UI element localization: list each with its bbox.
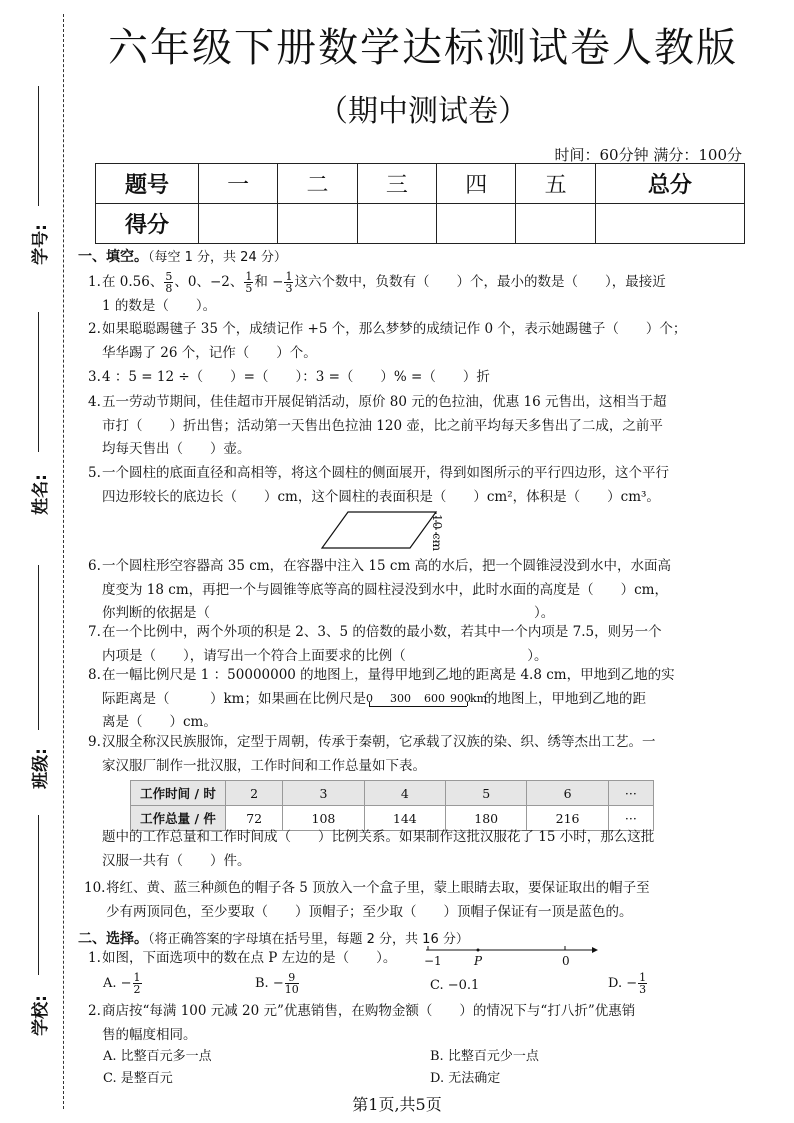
number-line [420, 944, 600, 966]
question-1-2: 2.如果聪聪踢毽子 35 个，成绩记作 +5 个，那么梦梦的成绩记作 0 个，表示她踢毽子（ ）个； 华华踢了 26 个，记作（ ）个。 [88, 318, 706, 365]
question-1-9-cont [88, 826, 706, 873]
q-text: 华华踢了 26 个，记作（ ）个。 [102, 344, 317, 361]
figure-height-label: 10 cm [430, 514, 444, 552]
option-c[interactable]: C. −0.1 [430, 978, 480, 993]
score-cell[interactable] [199, 204, 278, 244]
page-title: 六年级下册数学达标测试卷人教版 [108, 25, 738, 71]
school-line [38, 815, 39, 975]
q-text: 4 ：5 = 12 ÷（ ）=（ ）：3 =（ ）% =（ ）折 [102, 369, 490, 385]
q-text: 五一劳动节期间，佳佳超市开展促销活动，原价 80 元的色拉油，优惠 16 元售出，这相当于超 [102, 394, 667, 410]
score-head-5: 五 [516, 164, 595, 204]
work-cell: 216 [527, 806, 608, 831]
q-text: 和 − [254, 274, 284, 290]
parallelogram-figure [318, 508, 468, 554]
score-head-1: 一 [199, 164, 278, 204]
q-text: 家汉服厂制作一批汉服，工作时间和工作总量如下表。 [102, 757, 426, 774]
fraction: $\frac{5}{8}$ [165, 270, 173, 295]
q-text: 一个圆柱形空容器高 35 cm，在容器中注入 15 cm 高的水后，把一个圆锥浸没到水中，水面高 [102, 558, 672, 574]
section-2-note: （将正确答案的字母填在括号里，每题 2 分，共 16 分） [148, 932, 469, 947]
work-table [130, 780, 654, 831]
question-1-1 [88, 271, 706, 318]
q-text: 均每天售出（ ）壶。 [102, 441, 251, 457]
score-cell[interactable] [437, 204, 516, 244]
q-text: 汉服全称汉民族服饰，定型于周朝，传承于秦朝，它承载了汉族的染、织、绣等杰出工艺。一 [102, 734, 656, 750]
work-cell: 144 [364, 806, 445, 831]
page-footer: 第1页,共5页 [352, 1095, 442, 1114]
work-row-label: 工作总量 / 件 [131, 806, 226, 831]
section-1-title [78, 246, 287, 266]
question-2-1: 1.如图，下面选项中的数在点 P 左边的是（ ）。 [88, 950, 397, 966]
option-d[interactable]: D. 无法确定 [430, 1071, 501, 1086]
work-cell: 3 [283, 781, 364, 806]
q-line [88, 688, 706, 712]
q-number: 1. [88, 274, 101, 290]
work-cell: 108 [283, 806, 364, 831]
question-1-4: 4.五一劳动节期间，佳佳超市开展促销活动，原价 80 元的色拉油，优惠 16 元售出，这相当于超 市打（ ）折出售；活动第一天售出色拉油 120 壶，比之前平均每天多售出了二成，之前平 均每天售出（ ）壶。 [88, 391, 706, 462]
question-1-7: 7.在一个比例中，两个外项的积是 2、3、5 的倍数的最小数，若其中一个内项是 7.5，则另一个 内项是（ ），请写出一个符合上面要求的比例（ ）。 [88, 621, 706, 668]
fraction: $\frac{1}{3}$ [639, 971, 647, 996]
q-text: 这六个数中，负数有（ ）个，最小的数是（ ），最接近 [294, 274, 666, 290]
score-cell[interactable] [278, 204, 357, 244]
q-text: 售的幅度相同。 [102, 1026, 197, 1043]
q-text: 内项是（ ），请写出一个符合上面要求的比例（ ）。 [102, 647, 548, 664]
score-cell[interactable] [516, 204, 595, 244]
option-c[interactable]: C. 是整百元 [103, 1071, 173, 1086]
question-1-9: 9.汉服全称汉民族服饰，定型于周朝，传承于秦朝，它承载了汉族的染、织、绣等杰出工艺。一 家汉服厂制作一批汉服，工作时间和工作总量如下表。 [88, 731, 706, 778]
school-label: 学校: [30, 995, 51, 1036]
q-text: 在 0.56、 [102, 274, 164, 290]
q-text: 离是（ ）cm。 [102, 714, 217, 730]
q-text: 商店按“每满 100 元减 20 元”优惠销售，在购物金额（ ）的情况下与“打八折”优惠销 [102, 1003, 636, 1019]
score-head-total: 总分 [595, 164, 744, 204]
work-cell: 6 [527, 781, 608, 806]
score-head-label: 题号 [96, 164, 199, 204]
axis-label-p: P [474, 954, 483, 968]
question-1-3: 3.4 ：5 = 12 ÷（ ）=（ ）：3 =（ ）% =（ ）折 [88, 369, 490, 385]
q-text: 在一个比例中，两个外项的积是 2、3、5 的倍数的最小数，若其中一个内项是 7.5，则另一个 [102, 624, 662, 640]
q-text: 际距离是（ ）km；如果画在比例尺是 [102, 690, 366, 707]
q-text: 汉服一共有（ ）件。 [102, 852, 251, 869]
cut-line [63, 14, 64, 1109]
work-cell: 4 [364, 781, 445, 806]
binding-strip [0, 0, 70, 1123]
score-table [95, 163, 745, 244]
question-1-6: 6.一个圆柱形空容器高 35 cm，在容器中注入 15 cm 高的水后，把一个圆锥浸没到水中，水面高 度变为 18 cm，再把一个与圆锥等底等高的圆柱浸没到水中，此时水面的高度是（ ）cm， 你判断的依据是（ ）。 [88, 555, 706, 626]
work-cell: ··· [608, 806, 653, 831]
class-label: 班级: [30, 748, 51, 789]
time-info: 时间：60分钟 满分：100分 [554, 146, 742, 164]
q-text: 市打（ ）折出售；活动第一天售出色拉油 120 壶，比之前平均每天多售出了二成，之前平 [102, 417, 663, 434]
scale-bar: 0 300 600 900 km [365, 692, 488, 705]
score-head-4: 四 [437, 164, 516, 204]
work-row-label: 工作时间 / 时 [131, 781, 226, 806]
work-cell: 72 [226, 806, 283, 831]
q-text: 你判断的依据是（ ）。 [102, 605, 555, 621]
score-cell[interactable] [357, 204, 436, 244]
id-line [38, 86, 39, 206]
section-1-heading: 一、填空。 [78, 249, 148, 265]
question-1-5: 5.一个圆柱的底面直径和高相等，将这个圆柱的侧面展开，得到如图所示的平行四边形，这个平行 四边形较长的底边长（ ）cm，这个圆柱的表面积是（ ）cm²，体积是（ ）cm³。 [88, 462, 706, 509]
option-a[interactable]: A. 比整百元多一点 [103, 1049, 212, 1064]
name-label: 姓名: [30, 474, 51, 515]
class-line [38, 565, 39, 730]
axis-label-minus-one: −1 [424, 954, 442, 968]
q-text: 度变为 18 cm，再把一个与圆锥等底等高的圆柱浸没到水中，此时水面的高度是（ ）cm， [102, 581, 668, 598]
score-head-2: 二 [278, 164, 357, 204]
option-b[interactable]: B. 比整百元少一点 [430, 1049, 539, 1064]
fraction: $\frac{1}{2}$ [133, 971, 141, 996]
q-text: 四边形较长的底边长（ ）cm，这个圆柱的表面积是（ ）cm²，体积是（ ）cm³。 [102, 488, 660, 505]
work-cell: ··· [608, 781, 653, 806]
option-d[interactable]: D. − $\frac{1}{3}$ [608, 971, 647, 996]
q-text: 如图，下面选项中的数在点 P 左边的是（ ）。 [102, 950, 397, 966]
fraction: $\frac{9}{10}$ [284, 971, 299, 996]
fraction: $\frac{1}{5}$ [245, 270, 253, 295]
q-text: 、0、−2、 [174, 274, 244, 290]
q-text: 1 的数是（ ）。 [102, 297, 217, 314]
question-1-8: 8.在一幅比例尺是 1 ：50000000 的地图上，量得甲地到乙地的距离是 4.8 cm，甲地到乙地的实 际距离是（ ）km；如果画在比例尺是 0 300 600 900 km 的地图上，甲地到乙地的距 离是（ ）cm。 [88, 664, 706, 735]
q-text: 在一幅比例尺是 1 ：50000000 的地图上，量得甲地到乙地的距离是 4.8 cm，甲地到乙地的实 [102, 667, 675, 683]
page-subtitle: （期中测试卷） [318, 94, 528, 129]
id-label: 学号: [30, 224, 51, 265]
work-cell: 2 [226, 781, 283, 806]
q-text: 少有两顶同色，至少要取（ ）顶帽子；至少取（ ）顶帽子保证有一顶是蓝色的。 [106, 903, 633, 920]
work-cell: 5 [446, 781, 527, 806]
option-b[interactable]: B. − $\frac{9}{10}$ [255, 971, 299, 996]
axis-label-zero: 0 [562, 954, 570, 968]
section-2-title [78, 928, 469, 948]
question-1-10: 10.将红、黄、蓝三种颜色的帽子各 5 顶放入一个盒子里，蒙上眼睛去取，要保证取出的帽子至 少有两顶同色，至少要取（ ）顶帽子；至少取（ ）顶帽子保证有一顶是蓝色的。 [84, 877, 706, 924]
name-line [38, 312, 39, 452]
score-cell[interactable] [595, 204, 744, 244]
section-1-note: （每空 1 分，共 24 分） [148, 250, 287, 265]
q-text: 如果聪聪踢毽子 35 个，成绩记作 +5 个，那么梦梦的成绩记作 0 个，表示她踢毽子（ ）个； [102, 321, 687, 337]
q-text: 题中的工作总量和工作时间成（ ）比例关系。如果制作这批汉服花了 15 小时，那么这批 [102, 829, 655, 845]
option-a[interactable]: A. − $\frac{1}{2}$ [103, 971, 141, 996]
question-2-2: 2.商店按“每满 100 元减 20 元”优惠销售，在购物金额（ ）的情况下与“打八折”优惠销 售的幅度相同。 [88, 1000, 706, 1047]
work-cell: 180 [446, 806, 527, 831]
score-head-3: 三 [357, 164, 436, 204]
q-text: 将红、黄、蓝三种颜色的帽子各 5 顶放入一个盒子里，蒙上眼睛去取，要保证取出的帽子至 [106, 880, 650, 896]
score-row-label: 得分 [96, 204, 199, 244]
q-text: 的地图上，甲地到乙地的距 [483, 690, 646, 707]
section-2-heading: 二、选择。 [78, 931, 148, 947]
fraction: $\frac{1}{3}$ [285, 270, 293, 295]
q-text: 一个圆柱的底面直径和高相等，将这个圆柱的侧面展开，得到如图所示的平行四边形，这个平行 [102, 465, 669, 481]
